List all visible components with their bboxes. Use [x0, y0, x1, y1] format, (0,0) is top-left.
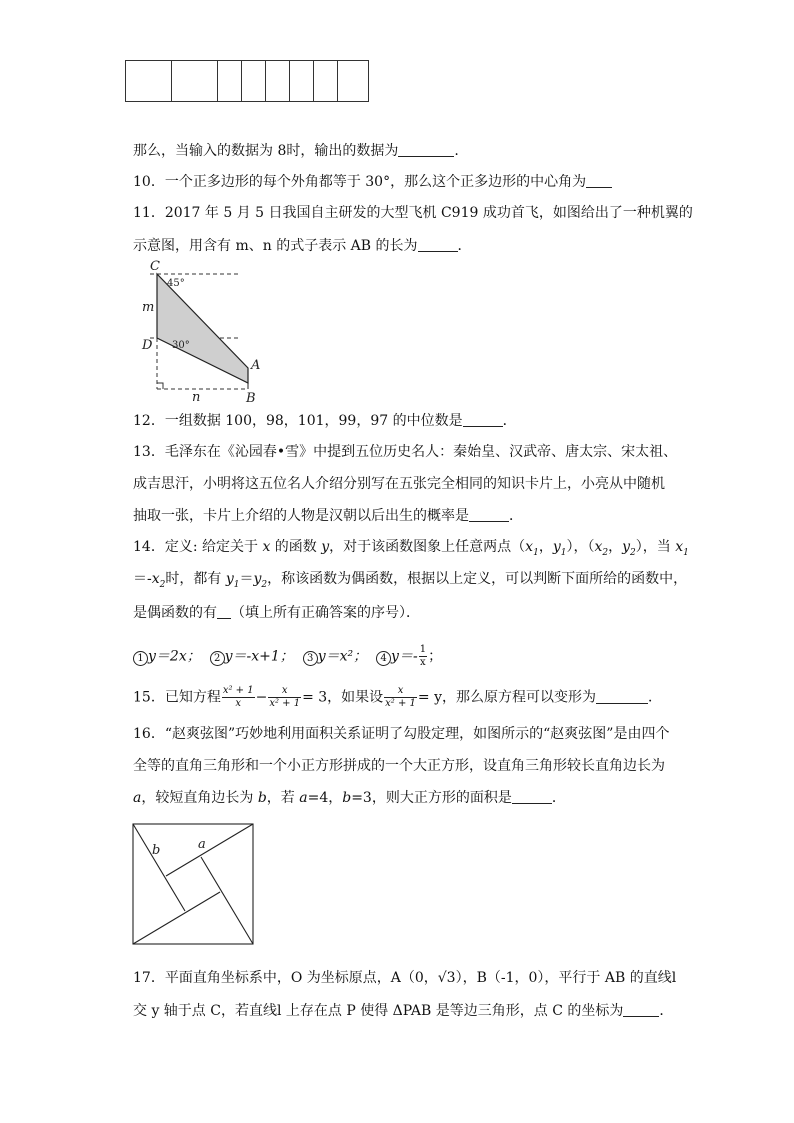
sub: 2 [159, 579, 166, 590]
option-number: 1 [133, 651, 148, 666]
label-n: n [192, 390, 201, 404]
option-number: 2 [210, 651, 225, 666]
option-number: 3 [303, 651, 318, 666]
label-b: b [152, 843, 161, 858]
answer-blank [469, 507, 509, 522]
question-10 [133, 172, 612, 192]
question-text: 13．毛泽东在《沁园春•雪》中提到五位历史名人：秦始皇、汉武帝、唐太宗、宋太祖、 [133, 444, 678, 460]
text: ，称该函数为偶函数，根据以上定义，可以判断下面所给的函数中， [267, 571, 688, 587]
wing-shape [157, 274, 248, 383]
var: b [342, 790, 352, 806]
text: ， [608, 539, 623, 555]
question-14-line-2: $=-x_2$时，都有 $y_1=y_2$，称该函数为偶函数，根据以上定义，可以判断下面所给的函数中， [133, 571, 688, 590]
option-number: 4 [376, 651, 391, 666]
fraction [222, 685, 255, 710]
question-13-line-2 [133, 474, 665, 494]
table-cell [290, 61, 314, 102]
sub: 2 [602, 547, 609, 558]
punct: ． [648, 689, 662, 706]
var: b [257, 790, 267, 806]
question-text: 示意图，用含有 m、n 的式子表示 AB 的长为 [133, 238, 418, 254]
text: ），（ [566, 539, 595, 555]
question-text: 11．2017 年 5 月 5 日我国自主研发的大型飞机 C919 成功首飞，如图给出了一种机翼的 [133, 205, 693, 221]
question-11-line-1 [133, 203, 693, 223]
table-cell [266, 61, 290, 102]
sub: 1 [233, 579, 240, 590]
sub: 1 [560, 547, 567, 558]
punct: ． [551, 790, 566, 806]
denominator: x [420, 657, 426, 668]
angle-45: 45° [167, 278, 185, 289]
question-text: 交 y 轴于点 C，若直线l 上存在点 P 使得 ΔPAB 是等边三角形，点 C 的坐标为 [133, 1003, 624, 1019]
answer-blank [586, 173, 612, 188]
numerator: x² + 1 [222, 685, 254, 696]
answer-blank [463, 412, 503, 427]
question-13-line-3 [133, 506, 523, 526]
table-cell [172, 61, 218, 102]
option-4: y＝- [391, 648, 418, 665]
text: 14．定义: 给定关于 [133, 539, 263, 555]
label-m: m [142, 300, 155, 315]
label-c: C [150, 259, 160, 274]
question-text: 12．一组数据 100，98，101，99，97 的中位数是 [133, 413, 463, 429]
option-1: y＝2x； [148, 648, 201, 665]
text: =3，则大正方形的面积是 [351, 790, 512, 806]
var: x [262, 539, 271, 555]
question-17-line-2 [133, 1001, 673, 1021]
var: y [321, 539, 330, 555]
question-15 [133, 685, 662, 710]
label-a: A [251, 358, 261, 373]
var: x [525, 539, 534, 555]
sub: 2 [261, 579, 268, 590]
punct: ． [457, 238, 472, 254]
table-cell [338, 61, 369, 102]
question-17-line-1 [133, 968, 676, 988]
wing-diagram [130, 256, 270, 404]
question-text: = y，那么原方程可以变形为 [417, 689, 596, 706]
answer-blank [217, 604, 231, 619]
fraction [384, 685, 417, 710]
question-14-options [133, 644, 442, 669]
question-text: 全等的直角三角形和一个小正方形拼成的一个大正方形，设直角三角形较长直角边长为 [133, 758, 665, 774]
text: 时，都有 [165, 571, 226, 587]
var: y [225, 571, 234, 587]
zhao-shuang-diagram [131, 822, 255, 946]
label-a: a [198, 837, 206, 852]
answer-blank [418, 237, 458, 252]
var: a [133, 790, 142, 806]
table-cell [218, 61, 242, 102]
fraction [419, 644, 427, 669]
var: x [675, 539, 684, 555]
var: a [299, 790, 308, 806]
question-text: 抽取一张，卡片上介绍的人物是汉朝以后出生的概率是 [133, 508, 469, 524]
input-output-table [125, 60, 369, 102]
numerator: x [384, 685, 417, 698]
fraction [268, 685, 301, 710]
table-cell [314, 61, 338, 102]
answer-blank [623, 1002, 659, 1017]
question-14-line-3 [133, 603, 420, 623]
text: 是偶函数的有 [133, 605, 217, 621]
option-2: y＝-x+1； [224, 648, 294, 665]
label-b: B [246, 391, 256, 404]
text: 的函数 [270, 539, 322, 555]
question-16-line-2 [133, 756, 665, 776]
label-d: D [142, 338, 153, 353]
table-cell [242, 61, 266, 102]
denominator: x² + 1 [269, 698, 301, 709]
var: x [594, 539, 603, 555]
question-9-tail [133, 141, 459, 161]
question-11-line-2 [133, 236, 472, 256]
text: ，较短直角边长为 [141, 790, 258, 806]
numerator: 1 [419, 644, 427, 655]
var: y [622, 539, 631, 555]
sub: 1 [533, 547, 539, 558]
denominator: x [235, 698, 242, 709]
punct: ． [509, 508, 523, 524]
option-3: y＝x²； [317, 648, 368, 665]
answer-blank [398, 142, 454, 157]
var: y [552, 539, 561, 555]
table-cell [126, 61, 172, 102]
text: ， [538, 539, 553, 555]
punct: ． [659, 1003, 674, 1019]
answer-blank [512, 789, 552, 804]
text: =4， [307, 790, 343, 806]
punct: ． [502, 413, 517, 429]
question-text: 10．一个正多边形的每个外角都等于 30°，那么这个正多边形的中心角为 [133, 174, 587, 190]
question-16-line-1 [133, 724, 669, 744]
text: （填上所有正确答案的序号）． [231, 605, 420, 621]
question-text: 15．已知方程 [133, 689, 221, 706]
var: y [253, 571, 262, 587]
punct: ； [428, 648, 443, 665]
question-13-line-1 [133, 442, 677, 462]
text: ，若 [266, 790, 300, 806]
answer-blank [596, 689, 648, 704]
question-text: = 3，如果设 [302, 689, 384, 706]
punct: . [454, 143, 459, 159]
question-16-line-3 [133, 788, 566, 808]
sub: 1 [683, 547, 689, 558]
text: ＝ [239, 571, 254, 587]
sub: 2 [630, 547, 636, 558]
question-text: 16．“赵爽弦图”巧妙地利用面积关系证明了勾股定理，如图所示的“赵爽弦图”是由四个 [133, 726, 670, 742]
text: ，对于该函数图象上任意两点（ [329, 539, 526, 555]
var: x [151, 571, 160, 587]
numerator: x [268, 685, 301, 698]
denominator: x² + 1 [385, 698, 416, 709]
operator: − [255, 689, 268, 706]
question-14-line-1 [133, 537, 689, 563]
question-12 [133, 411, 517, 431]
text: ），当 [635, 539, 676, 555]
angle-30: 30° [172, 340, 190, 351]
question-text: 那么，当输入的数据为 8时，输出的数据为 [133, 143, 399, 159]
question-text: 17．平面直角坐标系中，O 为坐标原点，A（0，√3），B（-1，0），平行于 AB 的直线l [133, 970, 677, 986]
text: ＝ [133, 571, 147, 587]
question-text: 成吉思汗，小明将这五位名人介绍分别写在五张完全相同的知识卡片上，小亮从中随机 [133, 476, 665, 492]
